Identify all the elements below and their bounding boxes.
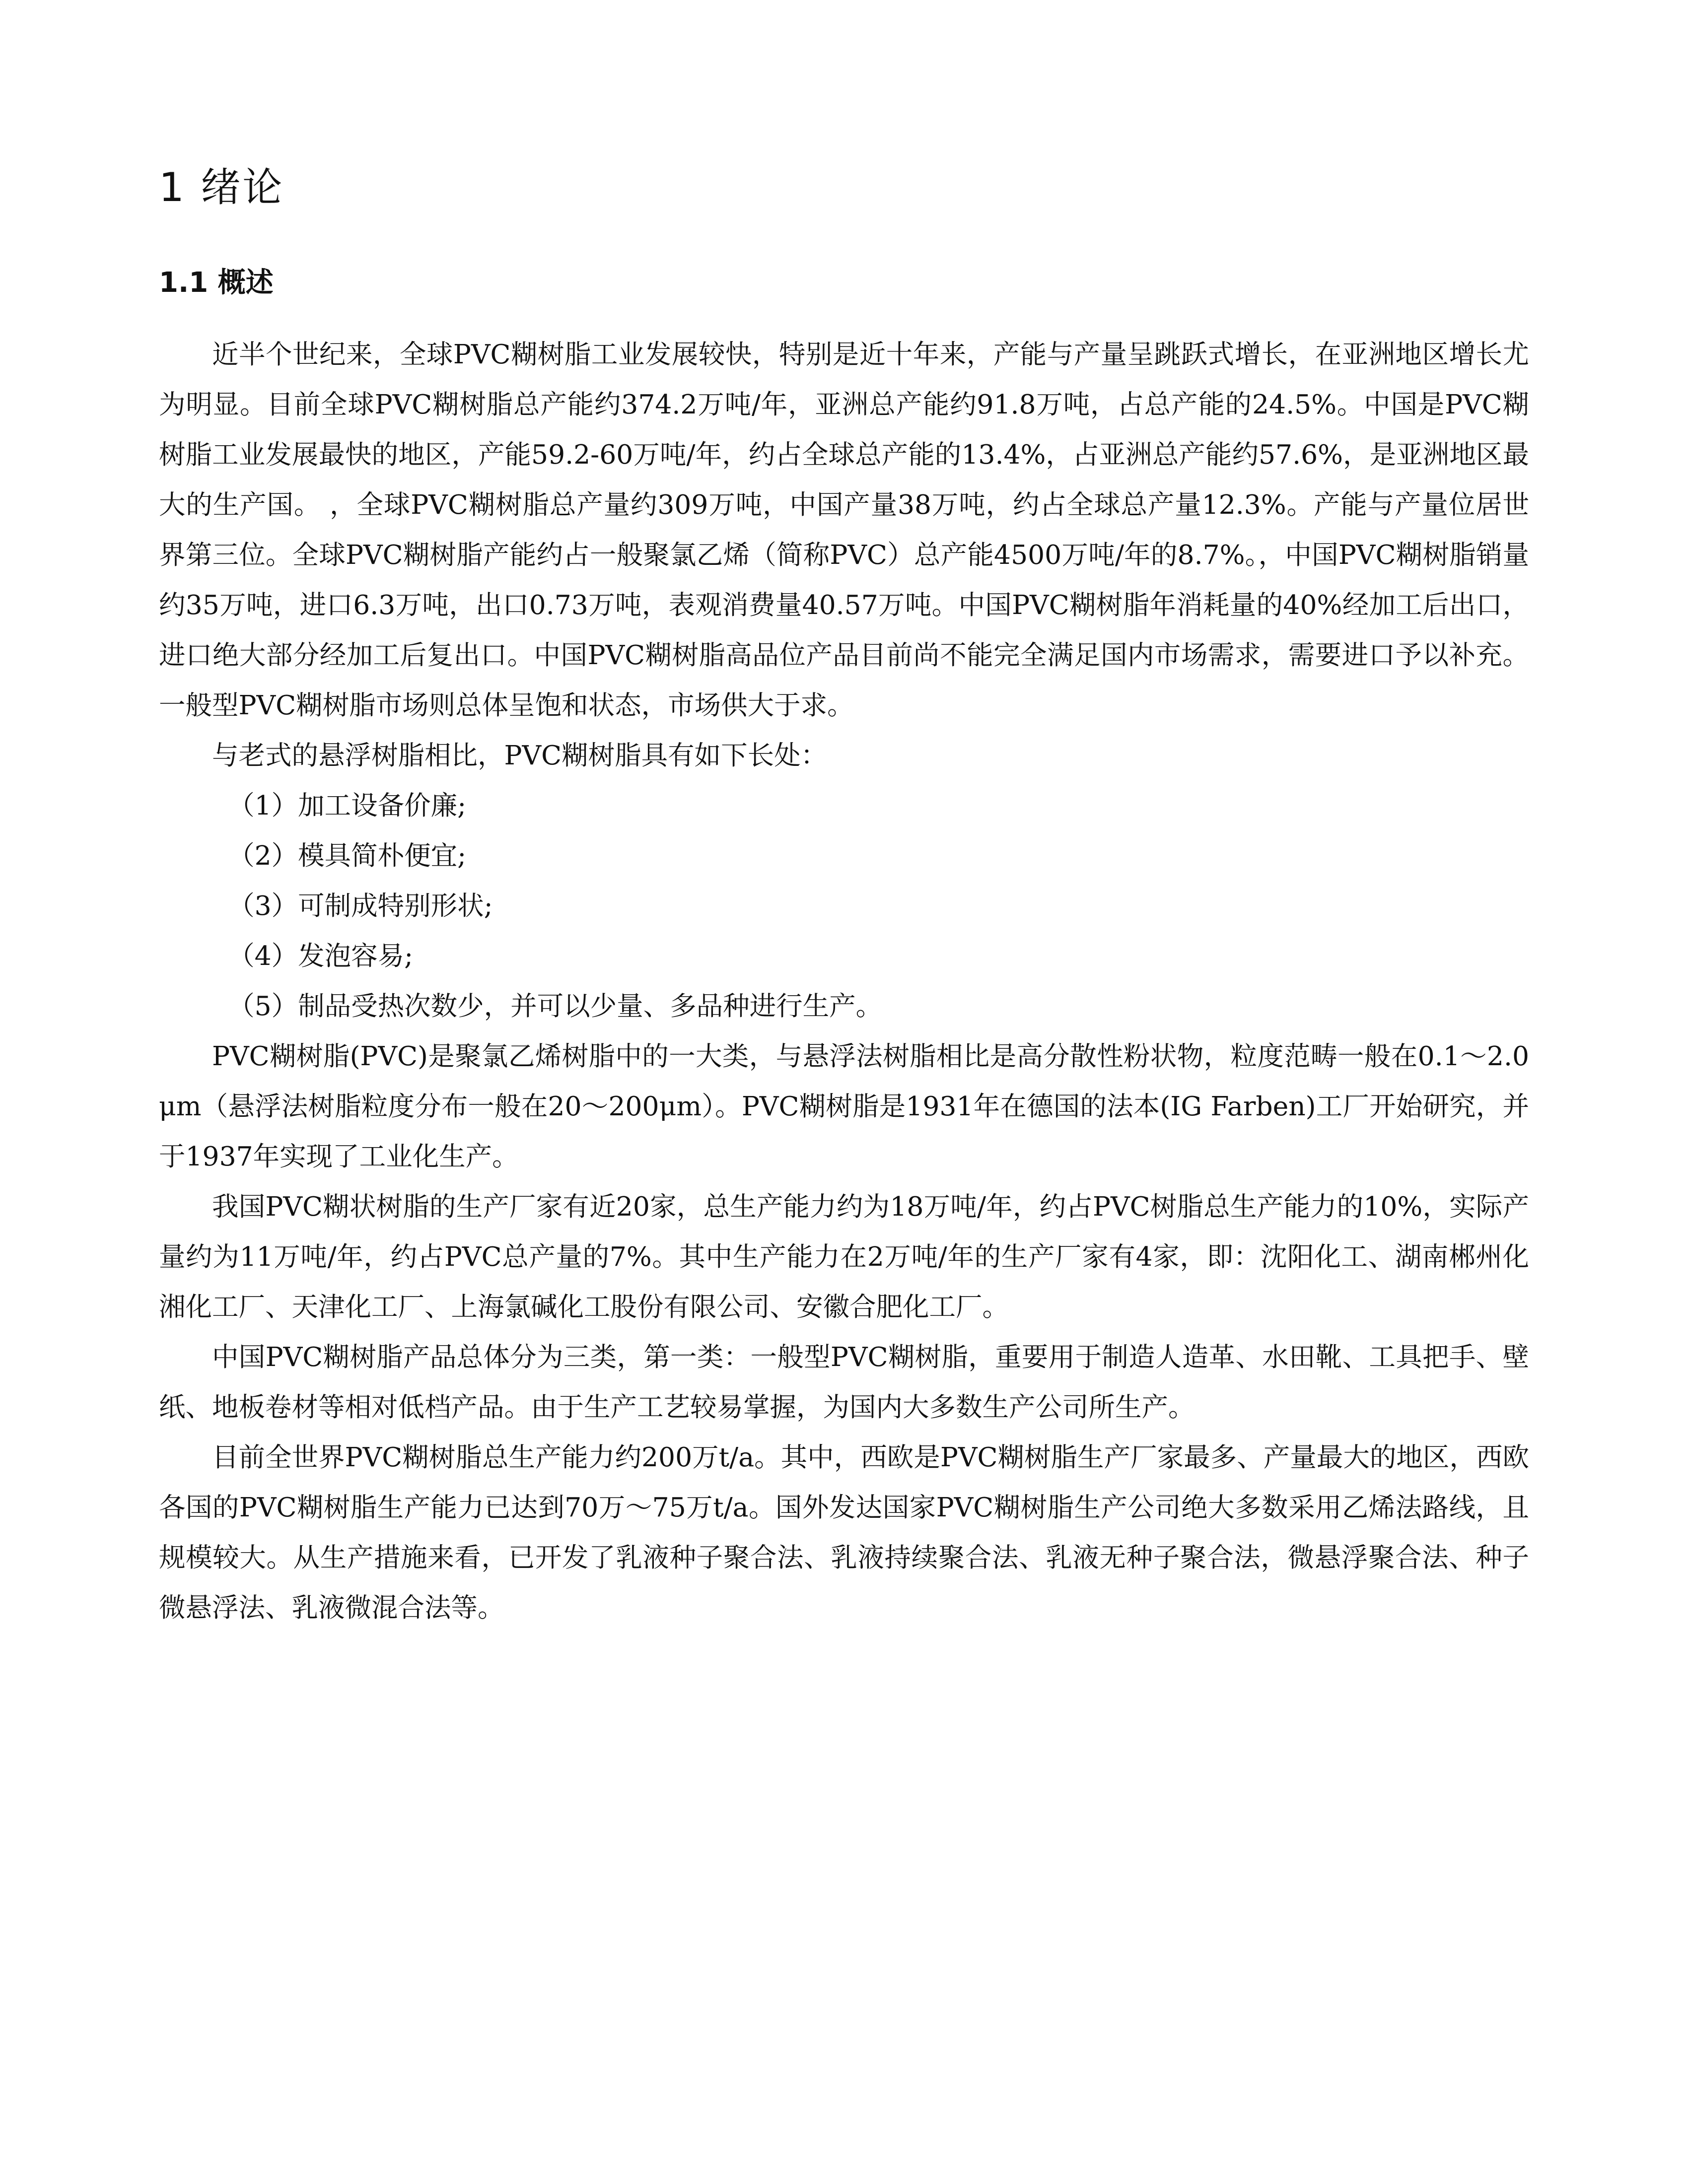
list-item: （5）制品受热次数少，并可以少量、多品种进行生产。	[228, 990, 883, 1022]
paragraph-advantages-intro: 与老式的悬浮树脂相比，PVC糊树脂具有如下长处：	[212, 740, 828, 771]
list-item: （2）模具简朴便宜;	[228, 840, 467, 872]
advantages-list	[159, 780, 1529, 1031]
paragraph-product-categories: 中国PVC糊树脂产品总体分为三类，第一类：一般型PVC糊树脂，重要用于制造人造革、水田靴、工具把手、壁纸、地板卷材等相对低档产品。由于生产工艺较易掌握，为国内大多数生产公司所生产。	[159, 1341, 1529, 1423]
paragraph-overview: 近半个世纪来，全球PVC糊树脂工业发展较快，特别是近十年来，产能与产量呈跳跃式增长，在亚洲地区增长尤为明显。目前全球PVC糊树脂总产能约374.2万吨/年，亚洲总产能约91.8万吨，占总产能的24.5%。中国是PVC糊树脂工业发展最快的地区，产能59.2-60万吨/年，约占全球总产能的13.4%，占亚洲总产能约57.6%，是亚洲地区最大的生产国。 ，全球PVC糊树脂总产量约309万吨，中国产量38万吨，约占全球总产量12.3%。产能与产量位居世界第三位。全球PVC糊树脂产能约占一般聚氯乙烯（简称PVC）总产能4500万吨/年的8.7%。，中国PVC糊树脂销量约35万吨，进口6.3万吨，出口0.73万吨，表观消费量40.57万吨。中国PVC糊树脂年消耗量的40%经加工后出口，进口绝大部分经加工后复出口。中国PVC糊树脂高品位产品目前尚不能完全满足国内市场需求，需要进口予以补充。一般型PVC糊树脂市场则总体呈饱和状态，市场供大于求。	[159, 339, 1529, 721]
document-page	[159, 149, 1529, 1633]
list-item: （1）加工设备价廉;	[228, 790, 467, 821]
section-title: 1.1 概述	[159, 267, 274, 299]
list-item: （3）可制成特别形状;	[228, 890, 493, 922]
paragraph-world-capacity: 目前全世界PVC糊树脂总生产能力约200万t/a。其中，西欧是PVC糊树脂生产厂家最多、产量最大的地区，西欧各国的PVC糊树脂生产能力已达到70万～75万t/a。国外发达国家PVC糊树脂生产公司绝大多数采用乙烯法路线，且规模较大。从生产措施来看，已开发了乳液种子聚合法、乳液持续聚合法、乳液无种子聚合法，微悬浮聚合法、种子微悬浮法、乳液微混合法等。	[159, 1441, 1529, 1624]
paragraph-definition: PVC糊树脂(PVC)是聚氯乙烯树脂中的一大类，与悬浮法树脂相比是高分散性粉状物，粒度范畴一般在0.1～2.0μm（悬浮法树脂粒度分布一般在20～200μm）。PVC糊树脂是1931年在德国的法本(IG Farben)工厂开始研究，并于1937年实现了工业化生产。	[159, 1040, 1529, 1172]
list-item: （4）发泡容易;	[228, 940, 414, 972]
paragraph-domestic-producers: 我国PVC糊状树脂的生产厂家有近20家，总生产能力约为18万吨/年，约占PVC树脂总生产能力的10%，实际产量约为11万吨/年，约占PVC总产量的7%。其中生产能力在2万吨/年的生产厂家有4家，即：沈阳化工、湖南郴州化湘化工厂、天津化工厂、上海氯碱化工股份有限公司、安徽合肥化工厂。	[159, 1191, 1529, 1323]
chapter-title: 1 绪论	[159, 164, 284, 210]
